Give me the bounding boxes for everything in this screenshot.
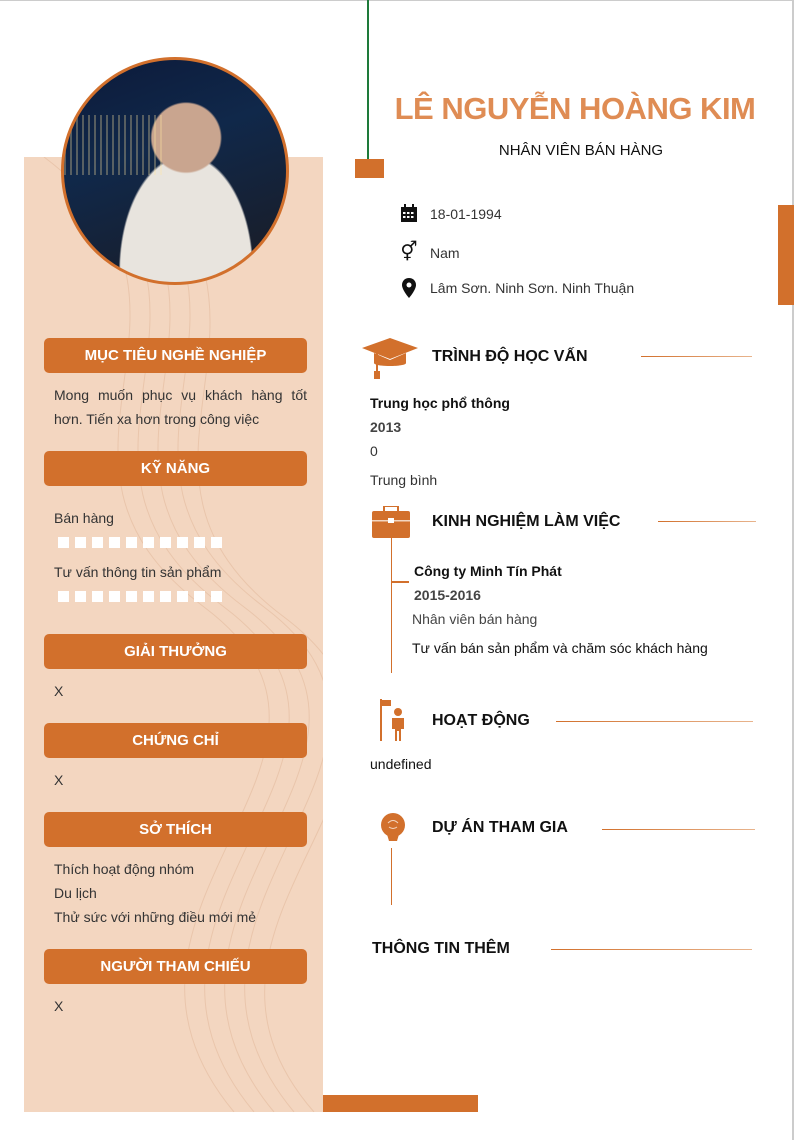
timeline-line xyxy=(391,538,392,673)
section-header-references: NGƯỜI THAM CHIẾU xyxy=(44,949,307,984)
address: Lâm Sơn. Ninh Sơn. Ninh Thuận xyxy=(430,280,635,296)
section-divider xyxy=(556,721,753,722)
education-school: Trung học phổ thông xyxy=(370,395,510,411)
certificates-text: X xyxy=(54,772,64,788)
decor-bottom-bar xyxy=(323,1095,478,1112)
activity-flag-person-icon xyxy=(378,699,410,746)
full-name: LÊ NGUYỄN HOÀNG KIM xyxy=(394,91,756,126)
timeline-line xyxy=(391,848,392,905)
education-score: 0 xyxy=(370,443,378,459)
lightbulb-brain-icon xyxy=(380,813,406,854)
skill-name: Bán hàng xyxy=(54,510,114,526)
skill-name: Tư vấn thông tin sản phẩm xyxy=(54,564,222,580)
decor-vertical-line xyxy=(367,0,369,160)
experience-description: Tư vấn bán sản phẩm và chăm sóc khách hàng xyxy=(412,640,708,656)
job-title: NHÂN VIÊN BÁN HÀNG xyxy=(498,142,664,159)
hobby-item: Thích hoạt động nhóm xyxy=(54,861,195,877)
section-title-experience: KINH NGHIỆM LÀM VIỆC xyxy=(432,513,621,530)
section-header-certificates: CHỨNG CHỈ xyxy=(44,723,307,758)
section-divider xyxy=(602,829,755,830)
section-header-awards: GIẢI THƯỞNG xyxy=(44,634,307,669)
awards-text: X xyxy=(54,683,64,699)
gender: Nam xyxy=(430,244,460,261)
hobby-item: Du lịch xyxy=(54,885,97,901)
experience-company: Công ty Minh Tín Phát xyxy=(414,563,562,579)
calendar-icon xyxy=(398,204,420,223)
skill-rating xyxy=(58,537,222,548)
section-title-education: TRÌNH ĐỘ HỌC VẤN xyxy=(432,348,588,365)
decor-square xyxy=(355,159,384,178)
gender-row xyxy=(398,241,460,264)
gender-icon: ⚥ xyxy=(400,242,418,263)
section-header-skills: KỸ NĂNG xyxy=(44,451,307,486)
references-text: X xyxy=(54,998,64,1014)
experience-period: 2015-2016 xyxy=(414,587,481,603)
decor-right-bar xyxy=(778,205,794,305)
experience-role: Nhân viên bán hàng xyxy=(412,611,538,627)
section-header-hobbies: SỞ THÍCH xyxy=(44,812,307,847)
objective-text: Mong muốn phục vụ khách hàng tốt hơn. Tiến xa hơn trong công việc xyxy=(54,387,307,427)
education-rank: Trung bình xyxy=(370,472,438,488)
hobby-item: Thử sức với những điều mới mẻ xyxy=(54,909,257,925)
section-header-objective: MỤC TIÊU NGHỀ NGHIỆP xyxy=(44,338,307,373)
section-divider xyxy=(658,521,756,522)
section-title-activities: HOẠT ĐỘNG xyxy=(432,712,530,729)
location-pin-icon xyxy=(398,278,420,298)
education-year: 2013 xyxy=(370,419,402,435)
address-row xyxy=(398,278,634,298)
section-divider xyxy=(641,356,752,357)
graduation-cap-icon xyxy=(362,338,418,385)
birthdate: 18-01-1994 xyxy=(430,205,502,222)
timeline-tick xyxy=(391,581,409,583)
section-title-additional: THÔNG TIN THÊM xyxy=(372,940,510,957)
avatar-photo xyxy=(61,57,289,285)
activities-text: undefined xyxy=(370,756,432,772)
skill-rating xyxy=(58,591,222,602)
section-divider xyxy=(551,949,752,950)
section-title-projects: DỰ ÁN THAM GIA xyxy=(432,819,568,836)
birthdate-row xyxy=(398,204,502,223)
